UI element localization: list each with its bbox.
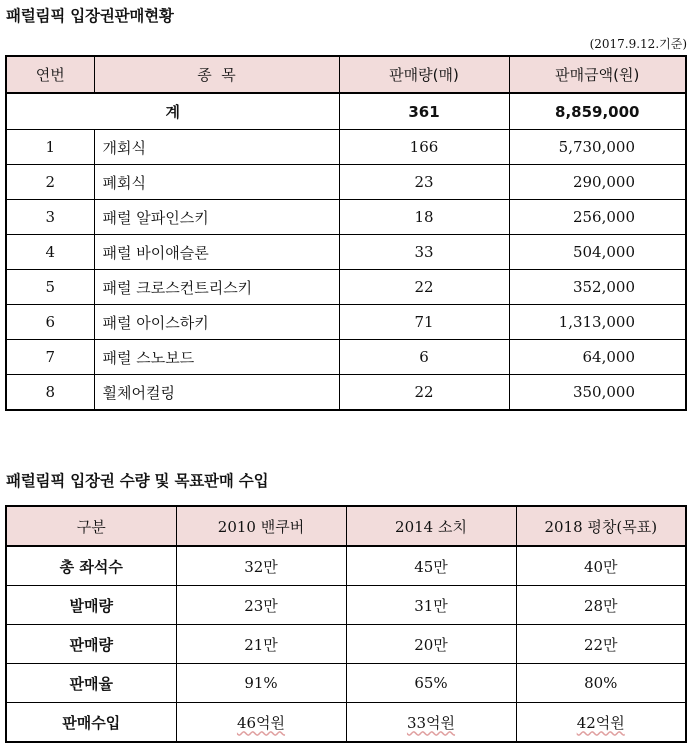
row-label: 판매량 [6,625,176,664]
cell-2010: 23만 [176,586,346,625]
cell-2018: 40만 [516,546,686,586]
cell-2014 [346,703,516,743]
revenue-2018: 42억원 [576,713,625,732]
cell-2010: 21만 [176,625,346,664]
table-row [6,200,686,235]
table-row [6,340,686,375]
table-row [6,165,686,200]
cell-2018: 80% [516,664,686,703]
row-label: 판매수입 [6,703,176,743]
row-amount: 5,730,000 [509,130,686,165]
ticket-comparison-table [5,505,687,743]
table-header-row [6,56,686,93]
table-row [6,305,686,340]
header-2010: 2010 밴쿠버 [176,506,346,546]
total-label: 계 [6,93,339,130]
cell-2010: 32만 [176,546,346,586]
date-note: (2017.9.12.기준) [589,37,687,51]
row-amount: 290,000 [509,165,686,200]
row-amount: 256,000 [509,200,686,235]
table-row [6,375,686,411]
row-qty: 71 [339,305,509,340]
row-no: 7 [6,340,94,375]
revenue-2014: 33억원 [406,713,456,732]
row-qty: 18 [339,200,509,235]
cell-2010: 91% [176,664,346,703]
row-amount: 1,313,000 [509,305,686,340]
table-row [6,130,686,165]
row-no: 5 [6,270,94,305]
row-qty: 166 [339,130,509,165]
header-qty: 판매량(매) [339,56,509,93]
ticket-comparison-title: 패럴림픽 입장권 수량 및 목표판매 수입 [6,472,269,490]
row-amount: 64,000 [509,340,686,375]
header-event: 종 목 [94,56,339,93]
header-no: 연번 [6,56,94,93]
cell-2018 [516,703,686,743]
row-event: 패럴 아이스하키 [94,305,339,340]
row-qty: 33 [339,235,509,270]
revenue-2010: 46억원 [236,713,286,732]
row-event: 개회식 [94,130,339,165]
table-header-row [6,506,686,546]
row-no: 4 [6,235,94,270]
row-label: 발매량 [6,586,176,625]
table-row [6,546,686,586]
row-amount: 504,000 [509,235,686,270]
cell-2018: 28만 [516,586,686,625]
row-no: 3 [6,200,94,235]
header-amount: 판매금액(원) [509,56,686,93]
ticket-status-table [5,55,687,411]
total-qty: 361 [339,93,509,130]
row-event: 휠체어컬링 [94,375,339,411]
cell-2010 [176,703,346,743]
row-amount: 350,000 [509,375,686,411]
cell-2014: 45만 [346,546,516,586]
row-amount: 352,000 [509,270,686,305]
cell-2014: 65% [346,664,516,703]
row-no: 6 [6,305,94,340]
header-2014: 2014 소치 [346,506,516,546]
total-row [6,93,686,130]
row-event: 패럴 바이애슬론 [94,235,339,270]
table-row [6,586,686,625]
row-no: 8 [6,375,94,411]
header-2018: 2018 평창(목표) [516,506,686,546]
row-qty: 23 [339,165,509,200]
row-event: 패럴 알파인스키 [94,200,339,235]
row-qty: 22 [339,375,509,411]
table-row [6,664,686,703]
cell-2014: 31만 [346,586,516,625]
row-qty: 22 [339,270,509,305]
ticket-status-title: 패럴림픽 입장권판매현황 [6,7,174,25]
row-no: 2 [6,165,94,200]
cell-2014: 20만 [346,625,516,664]
row-event: 패럴 크로스컨트리스키 [94,270,339,305]
row-qty: 6 [339,340,509,375]
cell-2018: 22만 [516,625,686,664]
header-category: 구분 [6,506,176,546]
table-row [6,703,686,743]
row-no: 1 [6,130,94,165]
row-label: 판매율 [6,664,176,703]
row-event: 폐회식 [94,165,339,200]
table-row [6,270,686,305]
table-row [6,235,686,270]
table-row [6,625,686,664]
total-amount: 8,859,000 [509,93,686,130]
row-label: 총 좌석수 [6,546,176,586]
row-event: 패럴 스노보드 [94,340,339,375]
